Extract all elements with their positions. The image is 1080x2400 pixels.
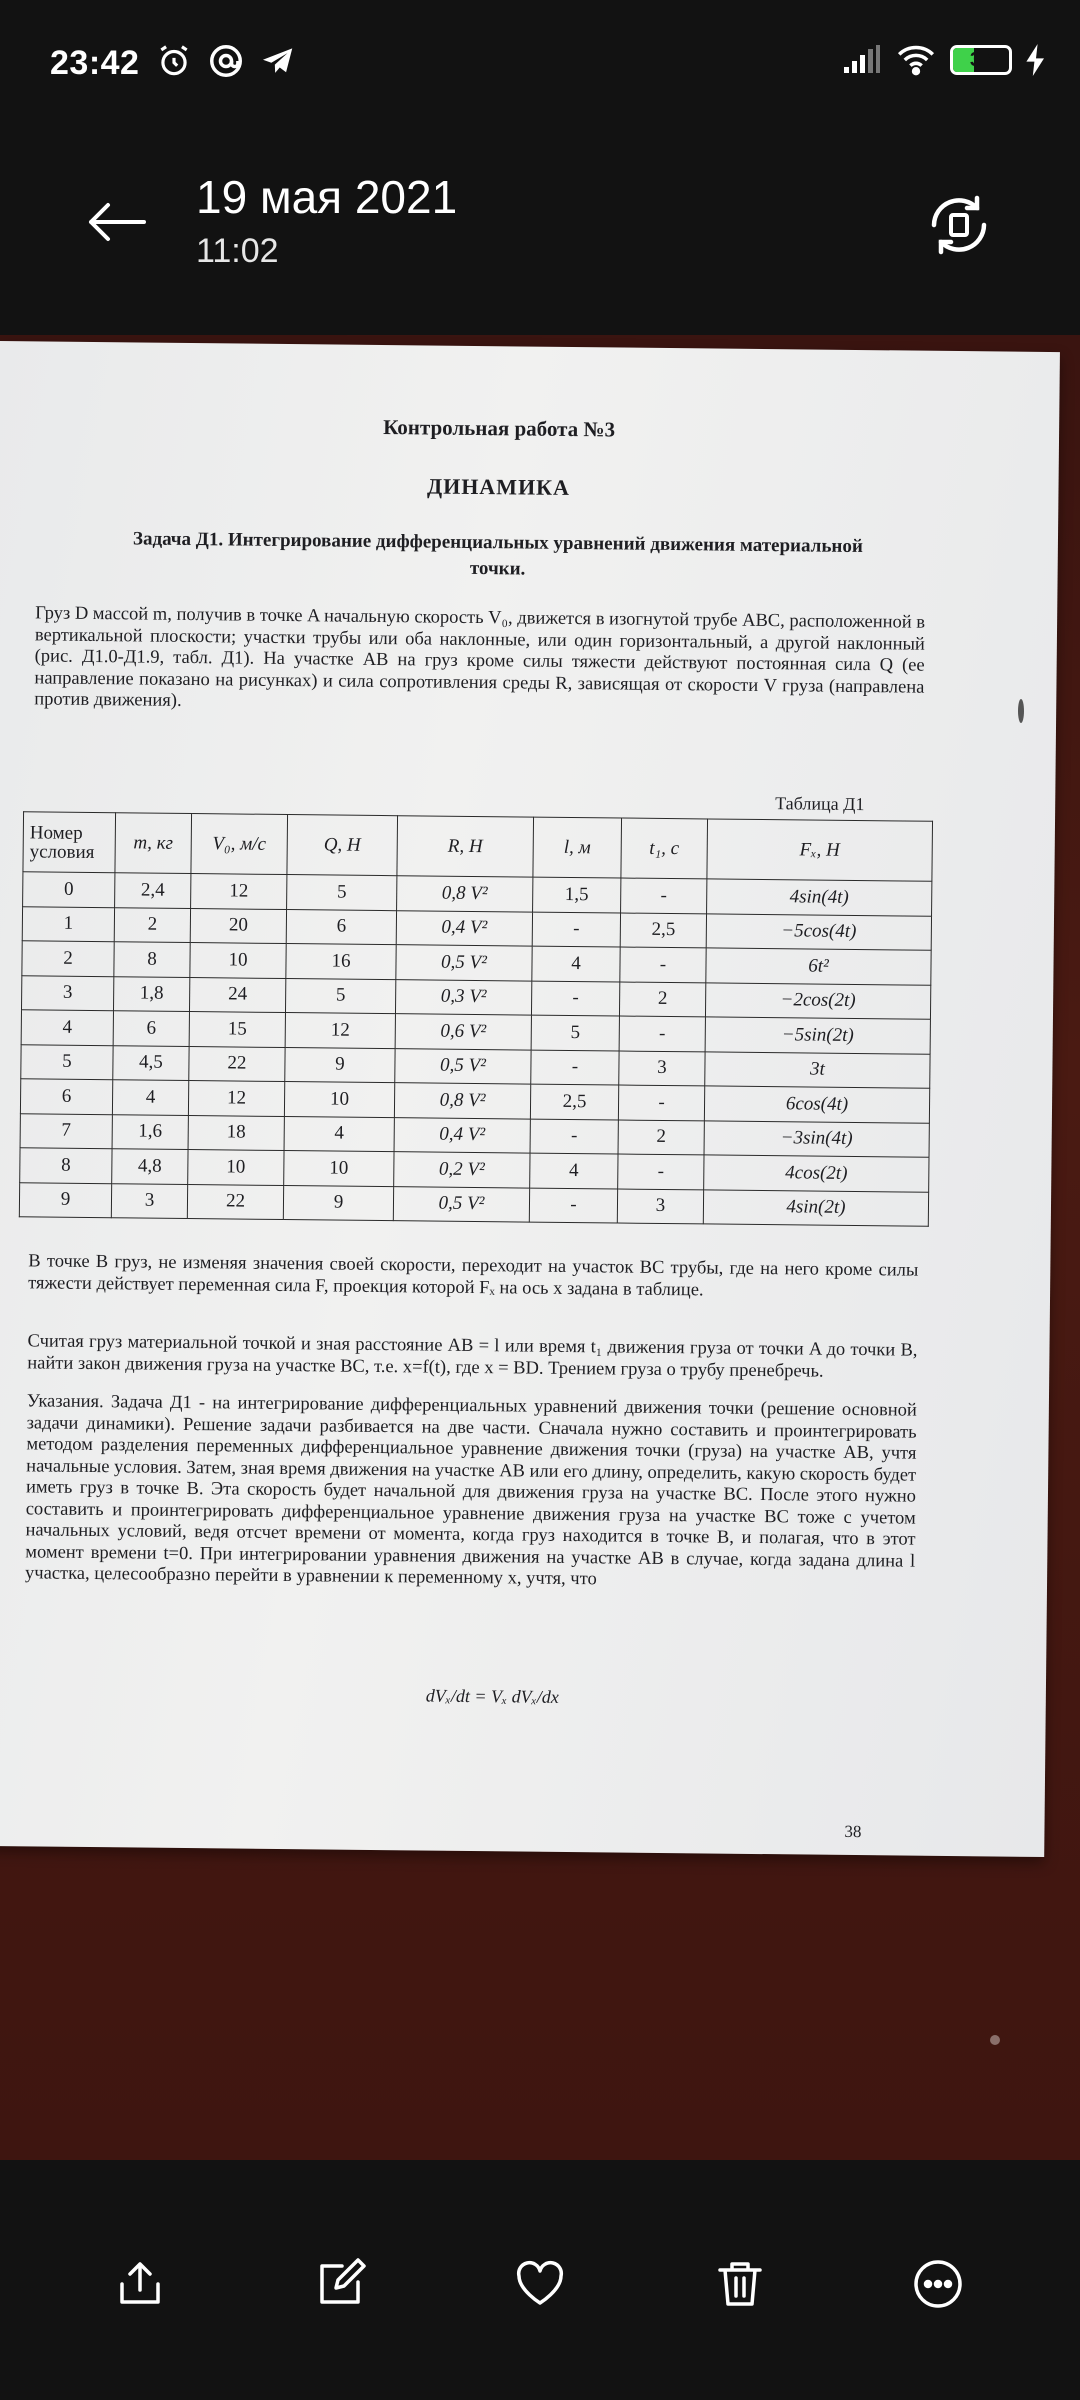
document-page — [0, 341, 1060, 1857]
table-header-cell: R, Н — [397, 816, 534, 877]
table-cell: 0,5 V² — [393, 1186, 529, 1222]
table-cell: 0,5 V² — [396, 945, 532, 981]
telegram-icon — [259, 42, 297, 80]
table-cell: - — [532, 912, 620, 947]
table-cell: −3sin(4t) — [704, 1120, 929, 1157]
table-cell: 3 — [111, 1183, 187, 1218]
table-cell: 2 — [114, 907, 190, 942]
table-cell: 24 — [189, 977, 285, 1013]
table-cell: 15 — [189, 1012, 285, 1048]
wifi-icon — [896, 44, 936, 76]
table-cell: 10 — [284, 1082, 394, 1118]
photo-view[interactable] — [0, 335, 1080, 2160]
paragraph-section-bc: В точке B груз, не изменяя значения своей скорости, переходит на участок BC трубы, где на него кроме силы тяжести действует переменная сила F, проекция которой Fₓ на ось x задана в таблице. — [28, 1251, 919, 1300]
arrow-left-icon — [86, 201, 148, 243]
table-cell: 5 — [531, 1015, 619, 1050]
table-cell: 1,8 — [113, 976, 189, 1011]
table-cell: 0,8 V² — [394, 1083, 530, 1119]
table-cell: 3 — [619, 1051, 705, 1086]
table-cell: 5 — [21, 1044, 113, 1079]
table-cell: 2 — [22, 941, 114, 976]
signal-icon — [842, 45, 882, 75]
table-cell: 10 — [188, 1150, 284, 1186]
rotate-button[interactable] — [916, 182, 1002, 268]
table-header-cell: t₁, с — [621, 818, 708, 879]
paragraph-task: Считая груз материальной точкой и зная расстояние AB = l или время t₁ движения груза от точки A до точки B, найти закон движения груза на участке BC, т.е. x=f(t), где x = BD. Трением груза о трубу пренебречь. — [27, 1331, 918, 1382]
table-cell: 6 — [286, 909, 396, 945]
table-cell: 3 — [617, 1189, 703, 1224]
table-cell: 8 — [114, 942, 190, 977]
table-cell: 6 — [113, 1011, 189, 1046]
charging-icon — [1026, 44, 1046, 76]
table-cell: 9 — [285, 1047, 395, 1083]
table-cell: 9 — [19, 1182, 111, 1217]
table-cell: 1,5 — [533, 877, 621, 912]
table-cell: 1 — [22, 906, 114, 941]
status-time: 23:42 — [50, 44, 140, 82]
table-cell: −5cos(4t) — [706, 913, 931, 950]
table-cell: 7 — [20, 1113, 112, 1148]
more-icon — [910, 2256, 966, 2312]
notification-icons — [155, 42, 297, 80]
share-button[interactable] — [100, 2244, 180, 2324]
table-cell: 2 — [619, 982, 705, 1017]
table-cell: 12 — [285, 1013, 395, 1049]
status-bar — [0, 0, 1080, 130]
back-button[interactable] — [82, 192, 152, 252]
table-cell: 4,5 — [113, 1045, 189, 1080]
table-cell: - — [531, 1050, 619, 1085]
table-header-row — [23, 812, 933, 882]
table-cell: - — [529, 1188, 617, 1223]
more-button[interactable] — [898, 2244, 978, 2324]
table-header-cell: l, м — [533, 817, 622, 878]
table-cell: 4 — [530, 1153, 618, 1188]
table-cell: 8 — [20, 1148, 112, 1183]
table-header-cell: m, кг — [115, 813, 192, 874]
system-icons — [842, 44, 1046, 76]
table-cell: 5 — [285, 978, 395, 1014]
table-cell: 4cos(2t) — [704, 1155, 929, 1192]
heart-icon — [512, 2256, 568, 2312]
table-cell: 4 — [112, 1080, 188, 1115]
paragraph-intro: Груз D массой m, получив в точке A начальную скорость V₀, движется в изогнутой трубе ABC, расположенной в вертикальной плоскости; участки трубы или оба наклонные, или один горизонтальный, а другой наклонный (рис. Д1.0-Д1.9, табл. Д1). На участке AB на груз кроме силы тяжести действуют постоянная сила Q (ее направление показано на рисунках) и сила сопротивления среды R, зависящая от скорости V груза (направлена против движения). — [34, 603, 926, 711]
table-cell: 22 — [187, 1184, 283, 1220]
trash-icon — [712, 2256, 768, 2312]
table-cell: 1,6 — [112, 1114, 188, 1149]
table-cell: 0,8 V² — [397, 876, 533, 912]
table-header-cell: Номер условия — [23, 812, 116, 873]
table-cell: 0,6 V² — [395, 1014, 531, 1050]
edit-icon — [312, 2256, 368, 2312]
table-caption: Таблица Д1 — [775, 793, 865, 815]
table-cell: 3t — [705, 1051, 930, 1088]
table-cell: - — [531, 981, 619, 1016]
table-cell: 6t² — [706, 948, 931, 985]
table-cell: 2,5 — [620, 913, 706, 948]
at-sign-icon — [207, 42, 245, 80]
rotate-icon — [924, 190, 994, 260]
photo-time: 11:02 — [196, 232, 279, 270]
bottom-toolbar — [0, 2200, 1080, 2400]
table-cell: 16 — [286, 944, 396, 980]
table-cell: 5 — [287, 875, 397, 911]
table-header-cell: V₀, м/с — [191, 814, 288, 875]
table-cell: - — [618, 1085, 704, 1120]
table-cell: 2,5 — [530, 1084, 618, 1119]
conditions-table — [19, 811, 933, 1227]
table-cell: 4sin(4t) — [707, 879, 932, 916]
viewer-header — [0, 130, 1080, 335]
table-cell: 3 — [21, 975, 113, 1010]
table-cell: −2cos(2t) — [705, 982, 930, 1019]
table-cell: 22 — [189, 1046, 285, 1082]
table-header-cell: Fₓ, Н — [707, 819, 933, 881]
table-cell: - — [621, 878, 707, 913]
table-cell: 2 — [618, 1120, 704, 1155]
table-cell: - — [619, 1016, 705, 1051]
table-cell: 18 — [188, 1115, 284, 1151]
table-cell: 0,4 V² — [396, 910, 532, 946]
table-cell: 0,3 V² — [395, 979, 531, 1015]
table-cell: 4,8 — [112, 1149, 188, 1184]
table-cell: 9 — [283, 1185, 393, 1221]
table-cell: 4 — [284, 1116, 394, 1152]
table-cell: −5sin(2t) — [705, 1017, 930, 1054]
table-cell: - — [620, 947, 706, 982]
document-title: Контрольная работа №3 — [383, 415, 616, 442]
table-cell: 0,5 V² — [395, 1048, 531, 1084]
table-cell: 10 — [190, 943, 286, 979]
alarm-icon — [155, 42, 193, 80]
favorite-button[interactable] — [500, 2244, 580, 2324]
edit-button[interactable] — [300, 2244, 380, 2324]
table-cell: - — [618, 1154, 704, 1189]
dust-speck — [990, 2035, 1000, 2045]
photo-date: 19 мая 2021 — [196, 171, 458, 223]
table-cell: 0,2 V² — [394, 1152, 530, 1188]
page-number: 38 — [844, 1821, 862, 1842]
table-cell: 6 — [20, 1079, 112, 1114]
page-edge-mark — [1018, 699, 1024, 723]
table-cell: 20 — [190, 908, 286, 944]
formula: dVₓ/dt = Vₓ dVₓ/dx — [425, 1685, 559, 1707]
table-header-cell: Q, Н — [287, 815, 398, 876]
table-cell: 4sin(2t) — [703, 1189, 928, 1226]
table-cell: 12 — [191, 874, 287, 910]
delete-button[interactable] — [700, 2244, 780, 2324]
battery-level: 37 — [969, 48, 993, 71]
table-body — [19, 872, 932, 1226]
table-cell: 0 — [23, 872, 115, 907]
table-cell: 4 — [21, 1010, 113, 1045]
table-cell: 12 — [188, 1081, 284, 1117]
table-cell: 0,4 V² — [394, 1117, 530, 1153]
table-cell: 2,4 — [115, 873, 191, 908]
table-cell: 6cos(4t) — [704, 1086, 929, 1123]
table-cell: - — [530, 1119, 618, 1154]
paragraph-instructions: Указания. Задача Д1 - на интегрирование дифференциальных уравнений движения точки (решение основной задачи динамики). Решение задачи разбивается на две части. Сначала нужно составить и проинтегрировать методом разделения переменных дифференциальное уравнение движения точки (груза) на участке AB, учтя начальные условия. Затем, зная время движения на участке AB или его длину, определить, какую скорость будет иметь груз в точке B. Эта скорость будет начальной для движения груза на участке BC. После этого нужно составить и проинтегрировать дифференциальное уравнение движения груза на участке BC тоже с учетом начальных условий, ведя отсчет времени от момента, когда груз находится в точке B, и полагая, что в этот момент времени t=0. При интегрировании уравнения движения на участке AB в случае, когда задана длина l участка, целесообразно перейти в уравнении к переменному x, учтя, что — [24, 1391, 917, 1590]
battery-icon — [950, 45, 1012, 75]
table-cell: 4 — [532, 946, 620, 981]
section-title: ДИНАМИКА — [426, 473, 571, 500]
share-icon — [112, 2256, 168, 2312]
table-cell: 10 — [284, 1151, 394, 1187]
task-title: Задача Д1. Интегрирование дифференциальных уравнений движения материальной точки. — [132, 528, 863, 580]
